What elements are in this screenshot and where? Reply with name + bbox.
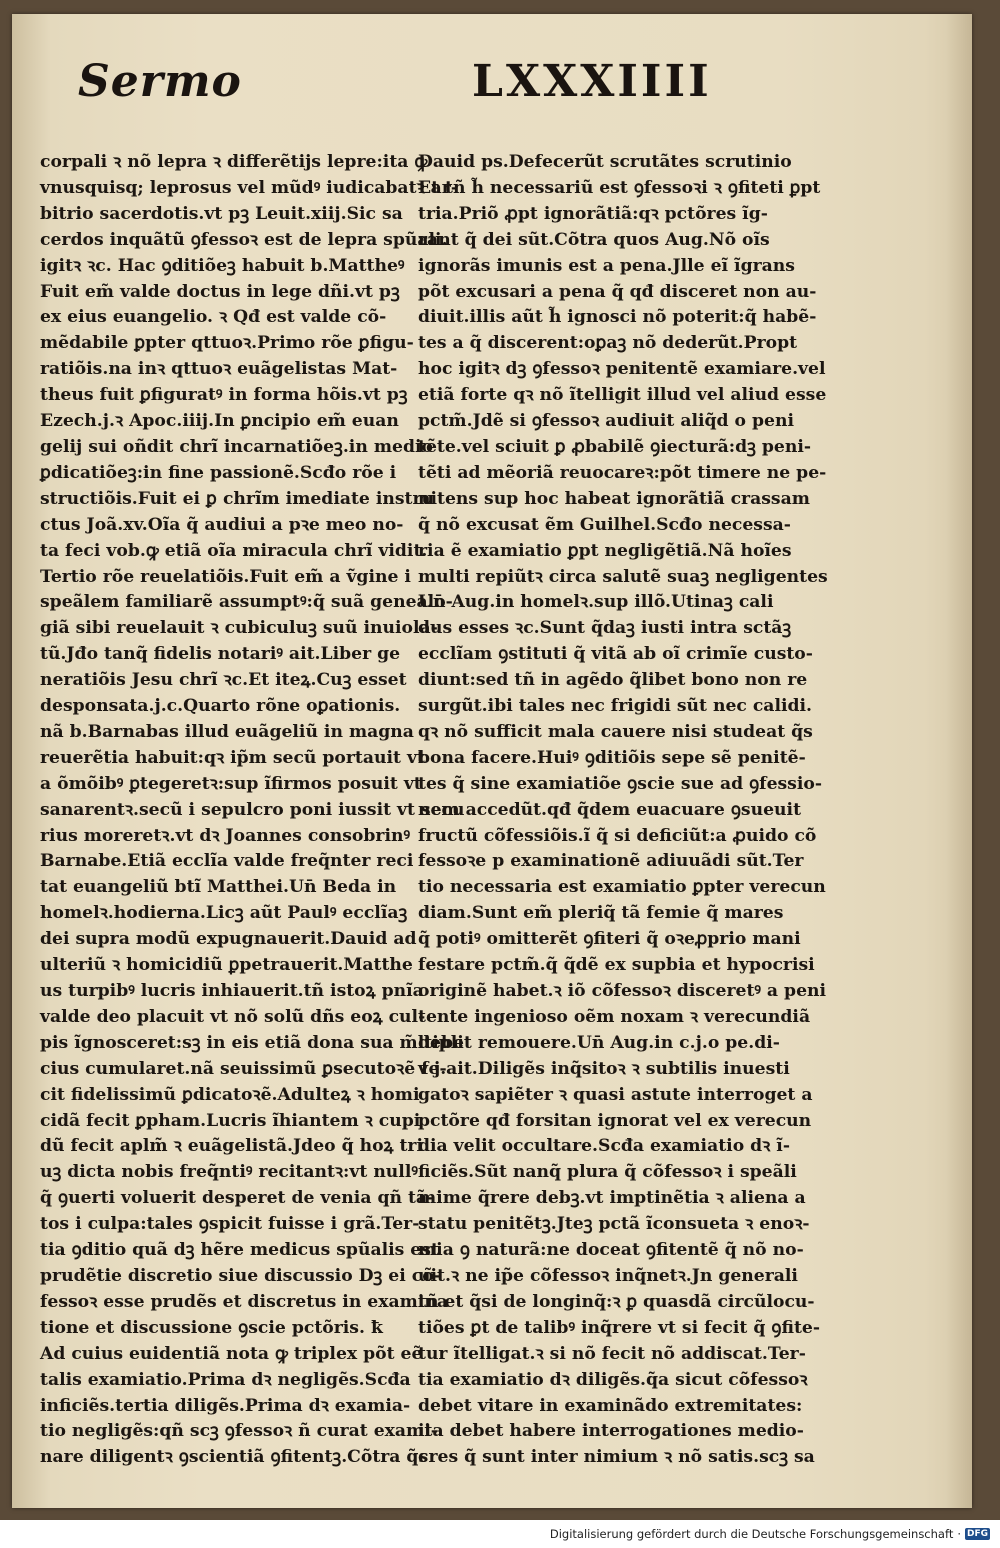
text-line: multi repiũtꝛ circa salutẽ suaꝫ negligentes — [418, 566, 828, 587]
text-line: speãlem familiarẽ assumptꝰ:q̃ suã genealo- — [40, 592, 453, 613]
dfg-logo: DFG — [966, 1529, 988, 1539]
left-text-column — [40, 150, 465, 1471]
text-line: nem accedũt.qđ q̃dem euacuare ꝯsueuit — [418, 799, 802, 820]
text-line: prudẽtie discretio siue discussio Dꝫ ei cõ- — [40, 1265, 441, 1286]
text-line: ria ẽ examiatio ꝑpt negligẽtiã.Nã hoĩes — [418, 540, 792, 561]
text-line: etiã forte qꝛ nõ ĩtelligit illud vel aliud esse — [418, 385, 827, 406]
text-line: Ad cuius euidentiã nota ꝙ triplex põt eẽ — [40, 1343, 423, 1364]
text-line: uꝫ dicta nobis freq̃ntiꝰ recitantꝛ:vt nullꝰ — [40, 1162, 418, 1183]
text-line: ctus Joã.xv.Oĩa q̃ audiui a pꝛe meo no- — [40, 514, 404, 535]
text-line: cidã fecit ꝑpham.Lucris ĩhiantem ꝛ cupi — [40, 1110, 421, 1131]
text-line: cres q̃ sunt inter nimium ꝛ nõ satis.scꝫ sa — [418, 1447, 815, 1468]
text-line: bona facere.Huiꝰ ꝯditiõis sepe sẽ penitẽ- — [418, 747, 806, 768]
text-line: sanarentꝛ.secũ i sepulcro poni iussit vt secu — [40, 799, 465, 820]
page-edge-shadow — [946, 14, 972, 1508]
text-line: nitens sup hoc habeat ignorãtiã crassam — [418, 488, 810, 509]
running-head: Sermo — [78, 56, 242, 107]
text-line: rant q̃ dei sũt.Cõtra quos Aug.Nõ oĩs — [418, 229, 770, 250]
text-line: structiõis.Fuit ei ꝑ chrĩm imediate instru — [40, 488, 435, 509]
text-line: igitꝛ ꝛc. Hac ꝯditiõeꝫ habuit b.Mattheꝰ — [40, 255, 405, 276]
text-line: tos i culpa:tales ꝯspicit fuisse i grã.Ter- — [40, 1214, 420, 1235]
text-line: v j.ait.Diligẽs inq̃sitoꝛ ꝛ subtilis inuesti — [418, 1058, 790, 1079]
text-line: tia ꝯditio quã dꝫ hẽre medicus spũalis est — [40, 1240, 439, 1261]
text-line: tẽti ad mẽoriã reuocareꝛ:põt timere ne pe- — [418, 462, 827, 483]
text-line: ulteriũ ꝛ homicidiũ ꝑpetrauerit.Matthe — [40, 955, 413, 976]
text-line: tione et discussione ꝯscie pctõris. ꝁ — [40, 1317, 384, 1338]
text-line: fessoꝛ esse prudẽs et discretus in examina — [40, 1291, 448, 1312]
text-line: ita debet habere interrogationes medio- — [418, 1421, 804, 1442]
text-line: Ezech.j.ꝛ Apoc.iiij.In ꝑncipio em̃ euan — [40, 411, 399, 432]
text-line: Un̄ Aug.in homelꝛ.sup illõ.Utinaꝫ cali — [418, 592, 774, 613]
text-line: tñ et q̃si de longinq̃:ꝛ ꝑ quasdã circũlocu- — [418, 1291, 815, 1312]
text-line: tat euangeliũ btĩ Matthei.Un̄ Beda in — [40, 877, 397, 898]
text-line: corpali ꝛ nõ lepra ꝛ differẽtijs lepre:ita ꝙ — [40, 152, 428, 172]
text-line: q̃ nõ excusat ẽm Guilhel.Scđo necessa- — [418, 514, 791, 535]
folio-number: LXXXIIII — [472, 56, 712, 107]
text-line: diuit.illis aũt h̃ ignosci nõ poterit:q̃ habẽ- — [418, 307, 817, 328]
text-line: debet vitare in examinãdo extremitates: — [418, 1395, 803, 1416]
text-line: tia examiatio dꝛ diligẽs.q̃a sicut cõfessoꝛ — [418, 1369, 808, 1390]
text-line: pis ĩgnosceret:sꝫ in eis etiã dona sua m̃ltipli — [40, 1032, 464, 1053]
text-line: Tertio rõe reuelatiõis.Fuit em̃ a ṽgine i — [40, 566, 411, 587]
text-line: pctm̃.Jdẽ si ꝯfessoꝛ audiuit aliq̃d o peni — [418, 411, 794, 432]
text-line: tũ.Jđo tanq̃ fidelis notariꝰ ait.Liber ge — [40, 644, 401, 665]
text-line: rius moreretꝛ.vt dꝛ Joannes consobrinꝰ — [40, 825, 411, 846]
text-line: statu penitẽtꝫ.Jteꝫ pctã ĩconsueta ꝛ enoꝛ- — [418, 1214, 810, 1235]
text-line: mime q̃rere debꝫ.vt imptinẽtia ꝛ aliena a — [418, 1188, 806, 1209]
text-line: ex eius euangelio. ꝛ Qđ est valde cõ- — [40, 307, 387, 328]
text-line: Et tñ h̃ necessariũ est ꝯfessoꝛi ꝛ ꝯfiteti ꝑpt — [418, 177, 821, 198]
text-line: desponsata.j.c.Quarto rõne oꝑationis. — [40, 696, 401, 717]
text-line: dia velit occultare.Scđa examiatio dꝛ ĩ- — [418, 1136, 790, 1157]
text-line: gelij sui oñdit chrĩ incarnatiõeꝫ.in medio — [40, 436, 433, 457]
text-line: tes a q̃ discerent:oꝑaꝫ nõ dederũt.Propt — [418, 333, 798, 354]
text-line: cerdos inquãtũ ꝯfessoꝛ est de lepra spũali. — [40, 229, 448, 250]
text-line: dei supra modũ expugnauerit.Dauid ad — [40, 929, 417, 950]
text-line: qꝛ nõ sufficit mala cauere nisi studeat q̃s — [418, 721, 813, 742]
text-line: vnusquisq; leprosus vel mũdꝰ iudicabatꝛ ar- — [40, 177, 458, 198]
text-line: dus esses ꝛc.Sunt q̃daꝫ iusti intra sctãꝫ — [418, 618, 792, 639]
credit-text: Digitalisierung gefördert durch die Deutsche Forschungsgemeinschaft — [549, 1527, 954, 1541]
text-line: debet remouere.Un̄ Aug.in c.j.o pe.di- — [418, 1032, 780, 1053]
text-line: tio necessaria est examiatio ꝑpter verecun — [418, 877, 826, 898]
text-line: nare diligentꝛ ꝯscientiã ꝯfitentꝫ.Cõtra q̃s — [40, 1447, 429, 1468]
text-line: mẽdabile ꝑpter qttuoꝛ.Primo rõe ꝑfigu- — [40, 333, 414, 354]
text-line: surgũt.ibi tales nec frigidi sũt nec calidi. — [418, 696, 813, 717]
text-line: homelꝛ.hodierna.Licꝫ aũt Paulꝰ ecclĩaꝫ — [40, 903, 408, 924]
text-line: ficiẽs.Sũt nanq̃ plura q̃ cõfessoꝛ i speãli — [418, 1162, 797, 1183]
text-line: ꝑdicatiõeꝫ:in fine passionẽ.Scđo rõe i — [40, 462, 397, 483]
text-line: valde deo placuit vt nõ solũ dñs eoꝝ cul- — [40, 1006, 426, 1027]
text-line: reuerẽtia habuit:qꝛ ip̃m secũ portauit vt — [40, 747, 425, 768]
text-line: cius cumularet.nã seuissimũ ꝑsecutoꝛẽ fe- — [40, 1058, 447, 1079]
text-line: fessoꝛe p examinationẽ adiuuãdi sũt.Ter — [418, 851, 804, 872]
text-line: ratiõis.na inꝛ qttuoꝛ euãgelistas Mat- — [40, 359, 398, 380]
text-line: tria.Priõ ꝓpt ignorãtiã:qꝛ pctõres ĩg- — [418, 203, 768, 224]
text-line: festare pctm̃.q̃ q̃dẽ ex supbia et hypocrisi — [418, 955, 815, 976]
text-line: inficiẽs.tertia diligẽs.Prima dꝛ examia- — [40, 1395, 411, 1416]
text-line: Barnabe.Etiã ecclĩa valde freq̃nter reci — [40, 851, 414, 872]
text-line: Fuit em̃ valde doctus in lege dñi.vt pꝫ — [40, 281, 400, 302]
text-line: talis examiatio.Prima dꝛ negligẽs.Scđa — [40, 1369, 411, 1390]
text-line: dũ fecit aplm̃ ꝛ euãgelistã.Jdeo q̃ hoꝝ tri — [40, 1136, 423, 1157]
text-line: q̃ potiꝰ omitterẽt ꝯfiteri q̃ oꝛeꝓprio mani — [418, 929, 801, 950]
text-line: uit.ꝛ ne ip̃e cõfessoꝛ inq̃netꝛ.Jn generali — [418, 1265, 798, 1286]
text-line: hoc igitꝛ dꝫ ꝯfessoꝛ penitentẽ examiare.vel — [418, 359, 826, 380]
text-line: tẽte.vel sciuit ꝑ ꝓbabilẽ ꝯiecturã:dꝫ peni- — [418, 436, 812, 457]
text-line: tente ingenioso oẽm noxam ꝛ verecundiã — [418, 1006, 811, 1027]
right-text-column — [418, 150, 828, 1471]
text-line: tiões ꝑt de talibꝰ inq̃rere vt si fecit q̃ ꝯfite- — [418, 1317, 820, 1338]
text-line: pctõre qđ forsitan ignorat vel ex verecun — [418, 1110, 812, 1131]
text-line: diam.Sunt em̃ pleriq̃ tã femie q̃ mares — [418, 903, 784, 924]
text-line: q̃ ꝯuerti voluerit desperet de venia qñ tã- — [40, 1188, 435, 1209]
text-line: ecclĩam ꝯstituti q̃ vitã ab oĩ crimĩe custo- — [418, 644, 813, 665]
text-line: tur ĩtelligat.ꝛ si nõ fecit nõ addiscat.Ter- — [418, 1343, 806, 1364]
text-line: bitrio sacerdotis.vt pꝫ Leuit.xiij.Sic sa — [40, 203, 403, 224]
text-line: neratiõis Jesu chrĩ ꝛc.Et iteꝝ.Cuꝫ esset — [40, 670, 407, 691]
text-line: us turpibꝰ lucris inhiauerit.tñ istoꝝ pnĩa — [40, 981, 424, 1001]
text-line: mia ꝯ naturã:ne doceat ꝯfitentẽ q̃ nõ no- — [418, 1240, 804, 1261]
text-line: tes q̃ sine examiatiõe ꝯscie sue ad ꝯfessio- — [418, 773, 822, 794]
text-line: giã sibi reuelauit ꝛ cubiculuꝫ suũ inuiola- — [40, 618, 438, 639]
text-line: ignorãs imunis est a pena.Jlle eĩ ĩgrans — [418, 255, 795, 276]
text-line: tio negligẽs:qñ scꝫ ꝯfessoꝛ ñ curat exami- — [40, 1421, 438, 1442]
text-line: theus fuit ꝑfiguratꝰ in forma hõis.vt pꝫ — [40, 385, 408, 406]
text-line: nã b.Barnabas illud euãgeliũ in magna — [40, 721, 414, 742]
text-line: fructũ cõfessiõis.ĩ q̃ si deficiũt:a ꝓuido cõ — [418, 825, 817, 846]
digitization-credit: Digitalisierung gefördert durch die Deutsche Forschungsgemeinschaft · DFG — [549, 1527, 988, 1541]
text-line: gatoꝛ sapiẽter ꝛ quasi astute interroget a — [418, 1084, 813, 1105]
text-line: cit fidelissimũ ꝑdicatoꝛẽ.Adulteꝝ ꝛ homi — [40, 1084, 420, 1105]
text-line: originẽ habet.ꝛ iõ cõfessoꝛ disceretꝰ a peni — [418, 981, 827, 1001]
text-line: ta feci vob.ꝙ etiã oĩa miracula chrĩ vidit. — [40, 540, 428, 561]
text-line: Dauid ps.Defecerũt scrutãtes scrutinio — [418, 152, 792, 172]
text-line: a õmõibꝰ ꝑtegeretꝛ:sup ĩfirmos posuit vt — [40, 773, 422, 794]
text-line: põt excusari a pena q̃ qđ disceret non au- — [418, 281, 817, 302]
text-line: diunt:sed tñ in agẽdo q̃libet bono non re — [418, 670, 808, 691]
